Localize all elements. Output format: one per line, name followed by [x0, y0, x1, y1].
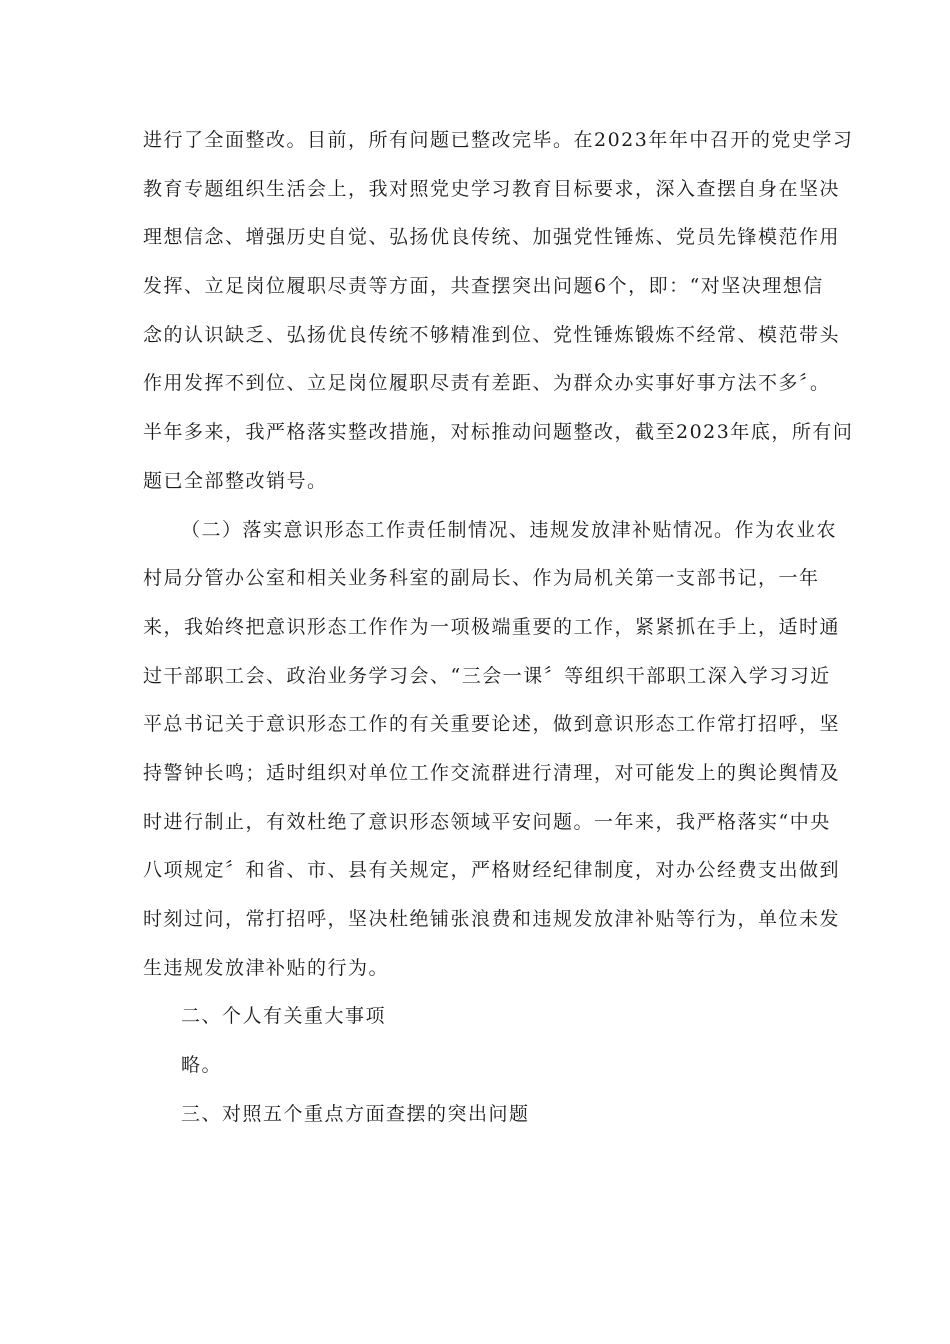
- text-line: 时进行制止，有效杜绝了意识形态领域平安问题。一年来，我严格落实“中央: [143, 810, 831, 833]
- section-body-omitted: 略。: [181, 1054, 223, 1077]
- text-line: 教育专题组织生活会上，我对照党史学习教育目标要求，深入查摆自身在坚决: [143, 177, 841, 200]
- text-line: 发挥、立足岗位履职尽责等方面，共查摆突出问题6个，即：“对坚决理想信: [143, 275, 824, 298]
- paragraph-ideology-responsibility: [143, 506, 841, 993]
- section-heading-personal-matters: 二、个人有关重大事项: [181, 1005, 387, 1028]
- text-line: 作用发挥不到位、立足岗位履职尽责有差距、为群众办实事好事方法不多〞。: [143, 372, 831, 395]
- text-line: 半年多来，我严格落实整改措施，对标推动问题整改，截至2023年底，所有问: [143, 421, 854, 444]
- text-line: 念的认识缺乏、弘扬优良传统不够精准到位、党性锤炼锻炼不经常、模范带头: [143, 323, 841, 346]
- text-line: 理想信念、增强历史自觉、弘扬优良传统、加强党性锤炼、党员先锋模范作用: [143, 226, 841, 249]
- text-line: 八项规定〞和省、市、县有关规定，严格财经纪律制度，对办公经费支出做到: [143, 859, 841, 882]
- paragraph-progress-rectification: [143, 116, 854, 506]
- text-line: 村局分管办公室和相关业务科室的副局长、作为局机关第一支部书记，一年: [143, 567, 820, 590]
- text-line: （二）落实意识形态工作责任制情况、违规发放津补贴情况。作为农业农: [181, 518, 838, 541]
- text-line: 平总书记关于意识形态工作的有关重要论述，做到意识形态工作常打招呼，坚: [143, 713, 841, 736]
- text-line: 题已全部整改销号。: [143, 469, 328, 492]
- text-line: 时刻过问，常打招呼，坚决杜绝铺张浪费和违规发放津补贴等行为，单位未发: [143, 908, 841, 930]
- text-line: 来，我始终把意识形态工作作为一项极端重要的工作，紧紧抓在手上，适时通: [143, 615, 841, 638]
- document-body: [143, 116, 854, 1138]
- text-line: 生违规发放津补贴的行为。: [143, 956, 390, 979]
- text-line: 进行了全面整改。目前，所有问题已整改完毕。在2023年年中召开的党史学习: [143, 129, 854, 151]
- text-line: 过干部职工会、政治业务学习会、“三会一课〞等组织干部职工深入学习习近: [143, 664, 831, 687]
- text-line: 持警钟长鸣；适时组织对单位工作交流群进行清理，对可能发上的舆论舆情及: [143, 761, 841, 784]
- section-heading-key-issues: 三、对照五个重点方面查摆的突出问题: [181, 1102, 530, 1125]
